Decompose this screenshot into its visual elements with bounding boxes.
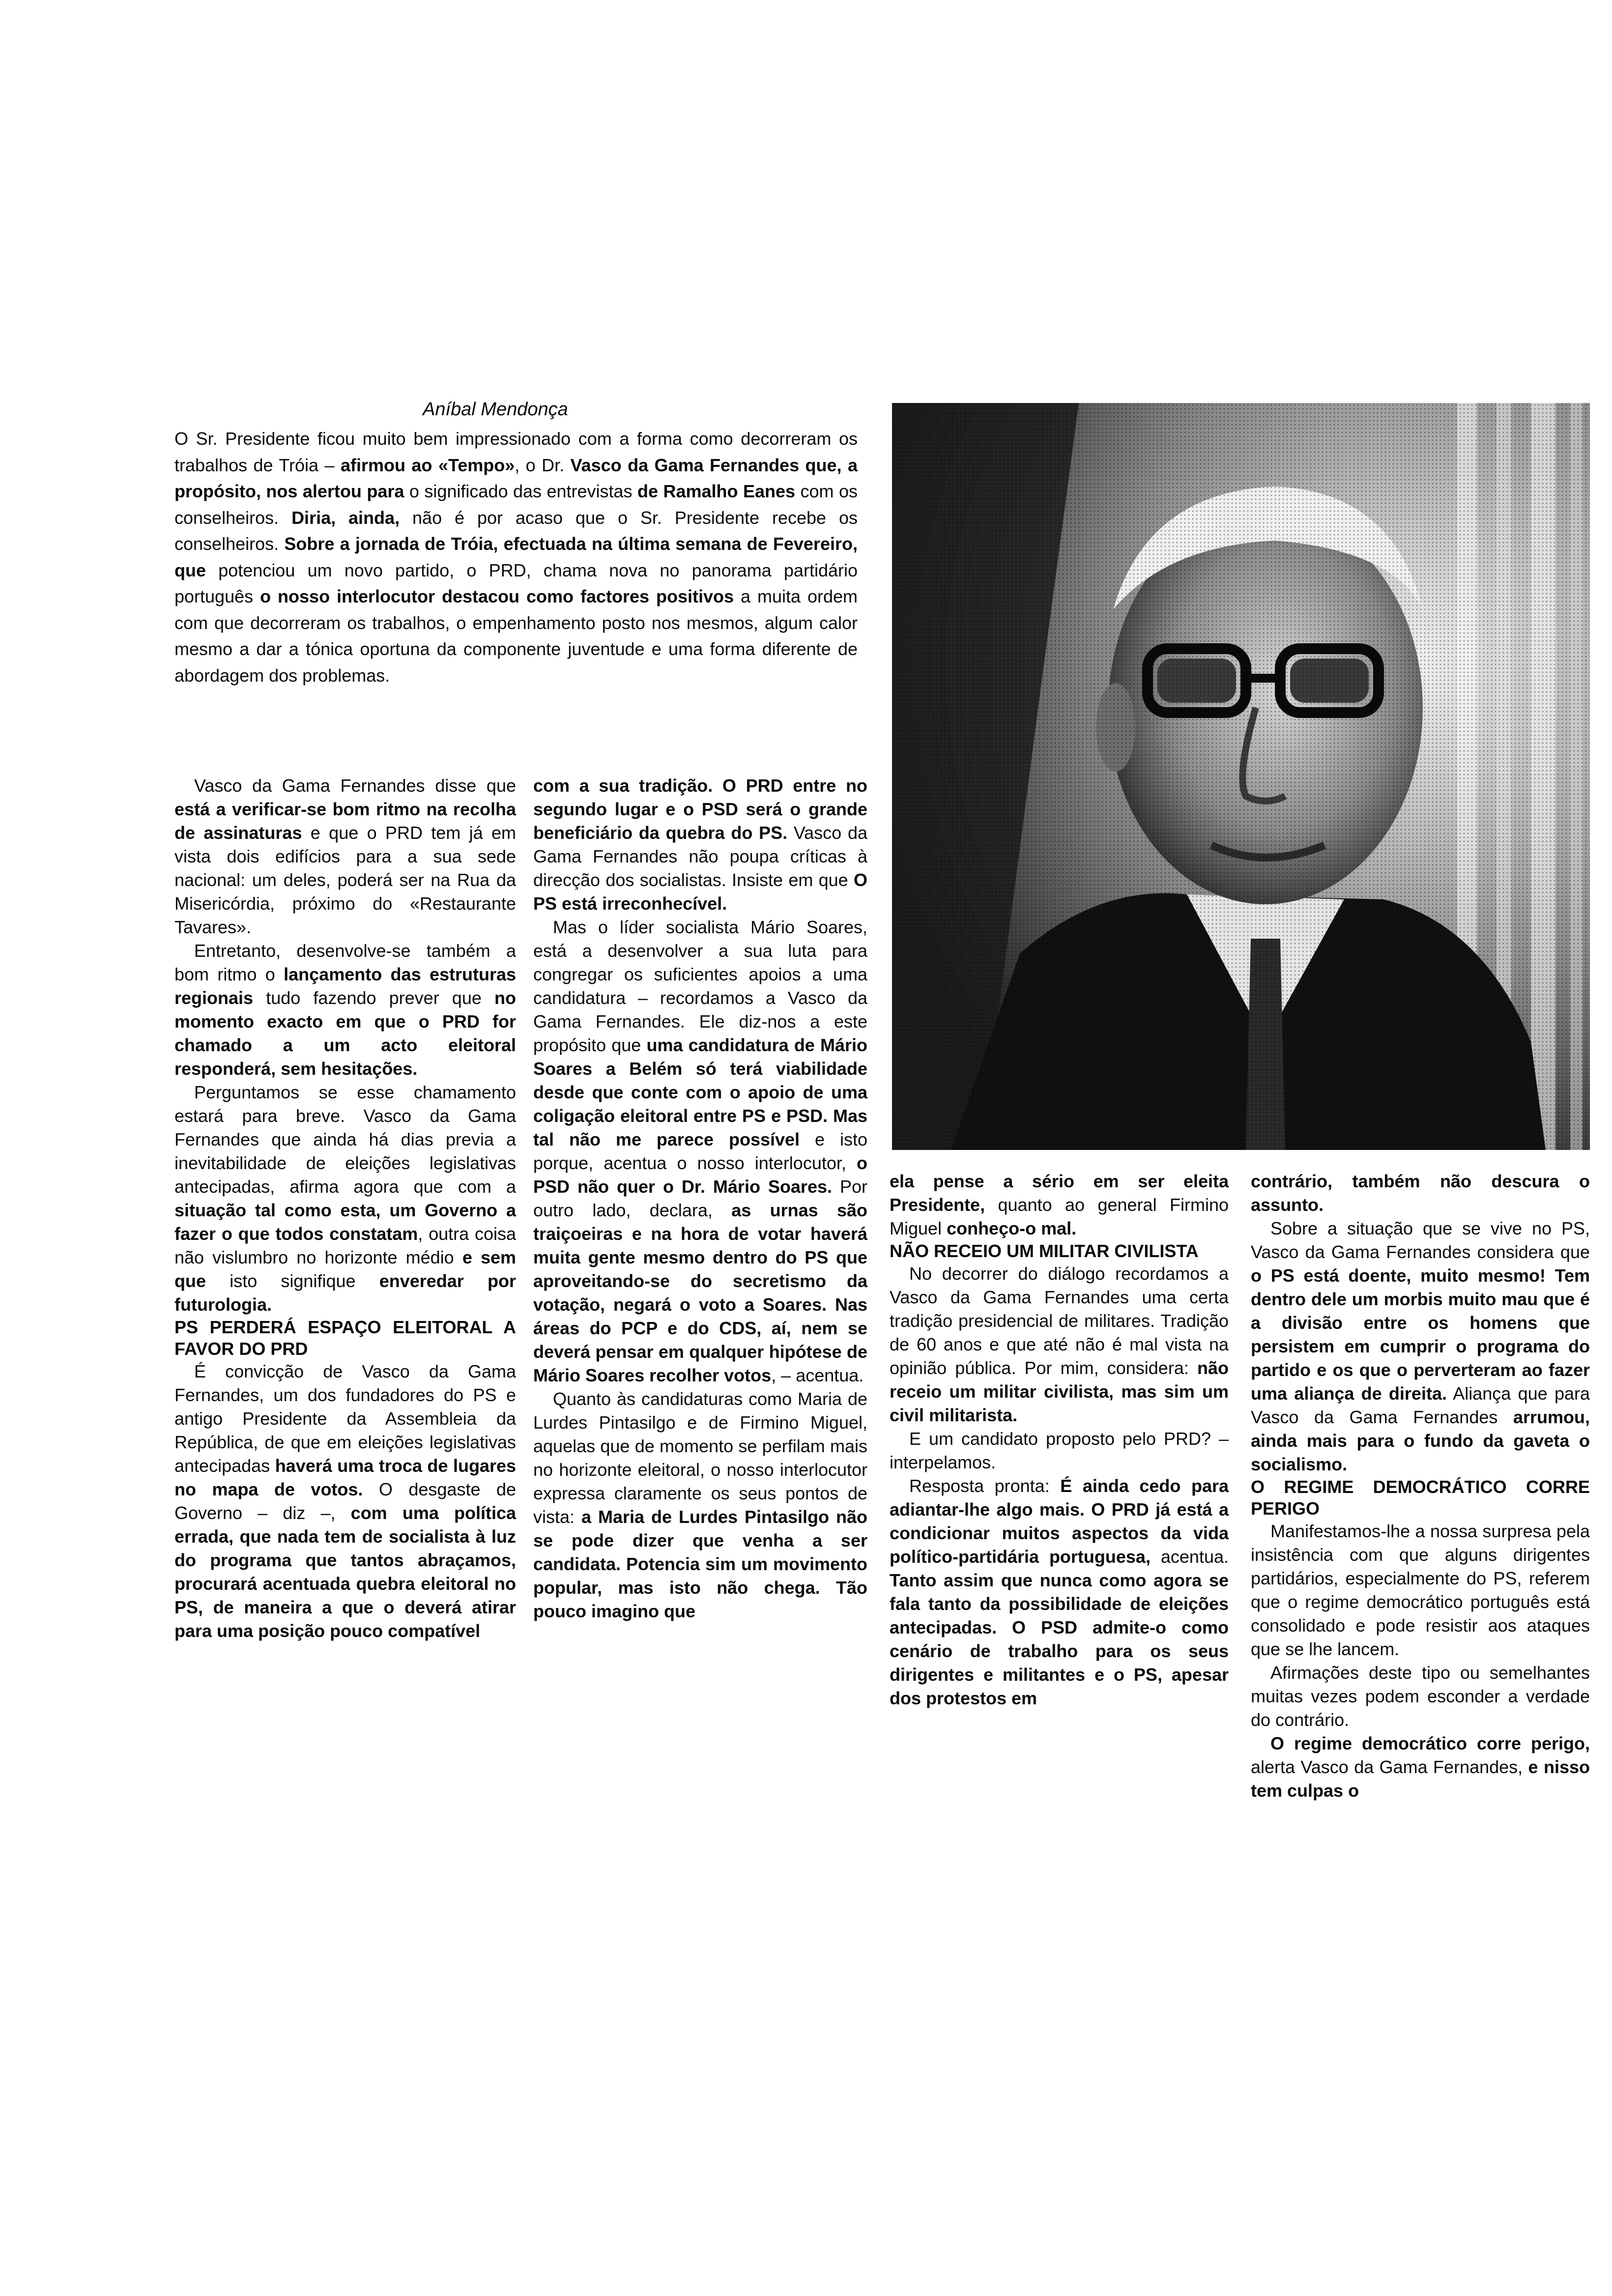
bold-text-run: e sem que [174, 1247, 516, 1291]
text-run: o significado das entrevistas [404, 481, 637, 501]
bold-text-run: não receio um militar civilista, mas sim um civil militarista. [890, 1358, 1229, 1425]
paragraph [533, 916, 867, 1387]
bold-text-run: O regime democrático corre perigo, [1270, 1733, 1590, 1753]
bold-text-run: ela pense a sério em ser eleita Presidente, [890, 1171, 1229, 1215]
bold-text-run: conheço-o mal. [947, 1218, 1077, 1238]
text-run: Quanto às candidaturas como Maria de Lurdes Pintasilgo e de Firmino Miguel, aquelas que de momento se perfilam mais no horizonte eleitoral, o nosso interlocutor expressa claramente os seus pontos de vista: [533, 1389, 867, 1527]
paragraph [1251, 1661, 1590, 1732]
text-run: isto signifique [206, 1271, 379, 1291]
bold-text-run: e nisso tem culpas o [1251, 1757, 1590, 1801]
bold-text-run: afirmou ao «Tempo» [340, 455, 515, 475]
bold-text-run: uma candidatura de Mário Soares a Belém só terá viabilidade desde que conte com o apoio de uma coligação eleitoral entre PS e PSD. Mas tal não me parece possível [533, 1035, 867, 1149]
bold-text-run: as urnas são traiçoeiras e na hora de votar haverá muita gente mesmo dentro do PS que aproveitando-se do secretismo da votação, negará o voto a Soares. Nas áreas do PCP e do CDS, aí, nem se deverá pensar em qualquer hipótese de Mário Soares recolher votos [533, 1200, 867, 1385]
paragraph [1251, 1520, 1590, 1661]
text-run: É convicção de Vasco da Gama Fernandes, um dos fundadores do PS e antigo Presidente da Assembleia da República, de que em eleições legislativas antecipadas [174, 1361, 516, 1476]
text-run: Entretanto, desenvolve-se também a bom ritmo o [174, 941, 516, 984]
portrait-photo [892, 403, 1590, 1150]
text-run: Vasco da Gama Fernandes disse que [194, 775, 516, 796]
paragraph [890, 1262, 1229, 1427]
bold-text-run: arrumou, ainda mais para o fundo da gaveta o socialismo. [1251, 1407, 1590, 1474]
bold-text-run: o PSD não quer o Dr. Mário Soares. [533, 1153, 867, 1197]
text-run: a muita ordem com que decorreram os trabalhos, o empenhamento posto nos mesmos, algum calor mesmo a dar a tónica oportuna da componente juventude e uma forma diferente de abordagem dos problemas. [174, 586, 858, 686]
paragraph [174, 939, 516, 1081]
text-run: Mas o líder socialista Mário Soares, está a desenvolver a sua luta para congregar os suficientes apoios a uma candidatura – recordamos a Vasco da Gama Fernandes. Ele diz-nos a este propósito que [533, 917, 867, 1055]
text-run: Vasco da Gama Fernandes não poupa críticas à direcção dos socialistas. Insiste em que [533, 823, 867, 890]
bold-text-run: lançamento das estruturas regionais [174, 964, 517, 1008]
text-run: acentua. [1150, 1547, 1229, 1567]
bold-text-run: contrário, também não descura o assunto. [1251, 1171, 1590, 1215]
column-2 [533, 774, 867, 1623]
text-run: e que o PRD tem já em vista dois edifícios para a sua sede nacional: um deles, poderá ser na Rua da Misericórdia, próximo do «Restaurante Tavares». [174, 823, 517, 937]
text-run: , – acentua. [771, 1365, 864, 1385]
paragraph [890, 1427, 1229, 1474]
paragraph [174, 1360, 516, 1643]
text-run: Perguntamos se esse chamamento estará para breve. Vasco da Gama Fernandes que ainda há dias previa a inevitabilidade de eleições legislativas antecipadas, afirma agora que com a [174, 1082, 516, 1197]
text-run: O Sr. Presidente ficou muito bem impressionado com a forma como decorreram os trabalhos de Tróia – [174, 429, 858, 475]
section-subheading: NÃO RECEIO UM MILITAR CIVILISTA [890, 1241, 1199, 1261]
text-run: potenciou um novo partido, o PRD, chama nova no panorama partidário português [174, 560, 858, 606]
text-run: No decorrer do diálogo recordamos a Vasco da Gama Fernandes uma certa tradição presidencial de militares. Tradição de 60 anos e que até não é mal vista na opinião pública. Por mim, considera: [890, 1263, 1229, 1378]
text-run: quanto ao general Firmino Miguel [890, 1195, 1229, 1238]
bold-text-run: no momento exacto em que o PRD for chamado a um acto eleitoral responderá, sem hesitações. [174, 988, 516, 1079]
paragraph [1251, 1170, 1590, 1217]
bold-text-run: a Maria de Lurdes Pintasilgo não se pode dizer que venha a ser candidata. Potencia sim um movimento popular, mas isto não chega. Tão pouco imagino que [533, 1507, 867, 1621]
bold-text-run: de Ramalho Eanes [637, 481, 796, 501]
bold-text-run: está a verificar-se bom ritmo na recolha de assinaturas [174, 799, 516, 843]
bold-text-run: o nosso interlocutor destacou como factores positivos [260, 586, 734, 606]
paragraph [174, 1081, 516, 1317]
column-4 [1251, 1170, 1590, 1803]
text-run: Aliança que para Vasco da Gama Fernandes [1251, 1383, 1590, 1427]
paragraph [533, 1387, 867, 1623]
paragraph [1251, 1217, 1590, 1476]
text-run: com os conselheiros. [174, 481, 858, 528]
section-subheading: PS PERDERÁ ESPAÇO ELEITORAL A FAVOR DO PRD [174, 1317, 516, 1359]
text-run: E um candidato proposto pelo PRD? – interpelamos. [890, 1429, 1229, 1472]
bold-text-run: o PS está doente, muito mesmo! Tem dentro dele um morbis muito mau que é a divisão entre os homens que persistem em cumprir o programa do partido e os que o perverteram ao fazer uma aliança de direita. [1251, 1265, 1590, 1404]
text-run: O desgaste de Governo – diz –, [174, 1479, 516, 1523]
bold-text-run: Vasco da Gama Fernandes que, a propósito, nos alertou para [174, 455, 858, 501]
text-run: e isto porque, acentua o nosso interlocutor, [533, 1129, 868, 1173]
column-1 [174, 774, 516, 1643]
text-run: Resposta pronta: [909, 1476, 1061, 1496]
bold-text-run: enveredar por futurologia. [174, 1271, 516, 1315]
text-run: tudo fazendo prever que [253, 988, 495, 1008]
text-run: não é por acaso que o Sr. Presidente recebe os conselheiros. [174, 507, 858, 554]
text-run: Por outro lado, declara, [533, 1177, 867, 1220]
bold-text-run: Sobre a jornada de Tróia, efectuada na última semana de Fevereiro, que [174, 534, 858, 580]
bold-text-run: Tanto assim que nunca como agora se fala tanto da possibilidade de eleições antecipadas. O PSD admite-o como cenário de trabalho para os seus dirigentes e militantes e o PS, apesar dos protestos em [890, 1570, 1229, 1708]
bold-text-run: com uma política errada, que nada tem de socialista à luz do programa que tantos abraçamos, procurará acentuada quebra eleitoral no PS, de maneira a que o deverá atirar para uma posição pouco compatível [174, 1503, 516, 1641]
text-run: Manifestamos-lhe a nossa surpresa pela insistência com que alguns dirigentes partidários, especialmente do PS, referem que o regime democrático português está consolidado e pode resistir aos ataques que se lhe lancem. [1251, 1521, 1590, 1659]
text-run: Sobre a situação que se vive no PS, Vasco da Gama Fernandes considera que [1251, 1218, 1590, 1262]
text-run: Afirmações deste tipo ou semelhantes muitas vezes podem esconder a verdade do contrário. [1251, 1663, 1590, 1730]
text-run: alerta Vasco da Gama Fernandes, [1251, 1757, 1528, 1777]
bold-text-run: O PS está irreconhecível. [533, 870, 867, 914]
bold-text-run: com a sua tradição. O PRD entre no segundo lugar e o PSD será o grande beneficiário da quebra do PS. [533, 775, 867, 843]
bold-text-run: É ainda cedo para adiantar-lhe algo mais. O PRD já está a condicionar muitos aspectos da vida político-partidária portuguesa, [890, 1476, 1229, 1567]
text-run: , outra coisa não vislumbro no horizonte médio [174, 1224, 517, 1267]
bold-text-run: haverá uma troca de lugares no mapa de votos. [174, 1456, 517, 1499]
bold-text-run: situação tal como esta, um Governo a fazer o que todos constatam [174, 1200, 516, 1244]
section-subheading: O REGIME DEMOCRÁTICO CORRE PERIGO [1251, 1477, 1590, 1519]
bold-text-run: Diria, ainda, [291, 507, 400, 528]
text-run: , o Dr. [515, 455, 571, 475]
author-byline: Aníbal Mendonça [423, 399, 568, 420]
paragraph [890, 1170, 1229, 1240]
paragraph [1251, 1732, 1590, 1803]
article-lead [174, 426, 858, 689]
column-3 [890, 1170, 1229, 1710]
paragraph [174, 774, 516, 939]
paragraph [890, 1474, 1229, 1710]
paragraph [533, 774, 867, 916]
